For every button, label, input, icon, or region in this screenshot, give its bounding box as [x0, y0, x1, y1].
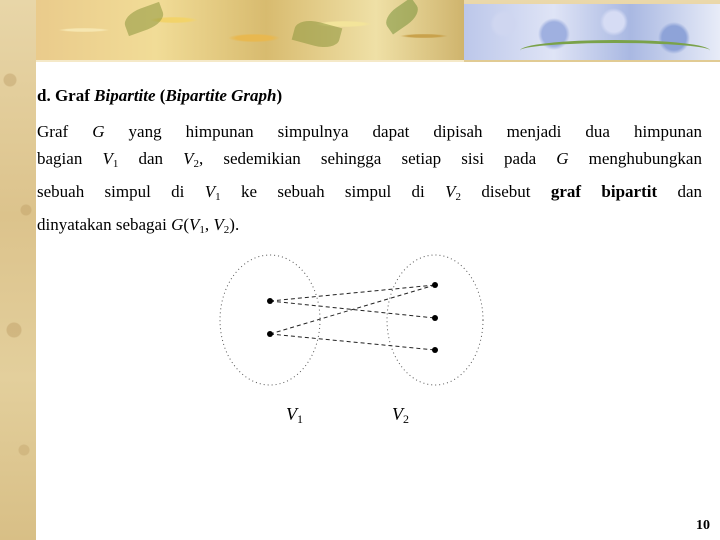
math-G: G	[171, 215, 184, 234]
text-run: dan	[657, 182, 703, 201]
heading-paren-close: )	[276, 86, 283, 105]
text-run: disebut	[461, 182, 551, 201]
math-V: V	[213, 215, 224, 234]
heading-term: Bipartite	[94, 86, 156, 105]
edge	[270, 285, 435, 301]
vertex-v1	[267, 331, 273, 337]
vertex-set-v1-outline	[220, 255, 320, 385]
label-letter: V	[392, 404, 403, 424]
label-v1	[286, 404, 303, 427]
math-V: V	[445, 182, 456, 201]
text-run: sebuah simpul di	[37, 182, 205, 201]
text-run: ,	[204, 215, 214, 234]
leaf-decoration	[382, 0, 423, 35]
bold-term: graf bipartit	[550, 182, 658, 201]
vine-decoration	[520, 40, 710, 61]
vertex-v1	[267, 298, 273, 304]
text-run: , sedemikian sehingga setiap sisi pada	[199, 149, 557, 168]
text-run: (	[183, 215, 190, 234]
subscript: 1	[215, 191, 221, 203]
paragraph-line-2	[37, 145, 702, 178]
leaf-decoration	[292, 16, 343, 51]
text-run: yang himpunan simpulnya dapat dipisah menjadi dua himpunan	[104, 122, 702, 141]
subscript: 2	[455, 191, 462, 203]
heading-paren-open: (	[155, 86, 166, 105]
parchment-left-strip	[0, 0, 36, 540]
leaf-decoration	[121, 2, 166, 36]
text-run: ).	[229, 215, 240, 234]
math-V: V	[102, 149, 113, 168]
label-subscript: 1	[297, 412, 303, 426]
floral-banner-left	[24, 0, 464, 62]
label-v2	[392, 404, 409, 427]
text-run: Graf	[37, 122, 93, 141]
edge	[270, 334, 435, 350]
text-run: dinyatakan sebagai	[37, 215, 172, 234]
subscript: 2	[223, 224, 230, 236]
edge	[270, 285, 435, 334]
math-V: V	[183, 149, 194, 168]
heading-prefix: d. Graf	[37, 86, 95, 105]
math-G: G	[92, 122, 105, 141]
label-subscript: 2	[403, 412, 409, 426]
bipartite-graph-diagram	[210, 240, 500, 430]
vertex-v2	[432, 347, 438, 353]
label-letter: V	[286, 404, 297, 424]
subscript: 1	[199, 224, 205, 236]
subscript: 2	[193, 158, 200, 170]
vertex-v2	[432, 282, 438, 288]
text-run: menghubungkan	[568, 149, 702, 168]
text-run: dan	[118, 149, 184, 168]
text-run: ke sebuah simpul di	[220, 182, 446, 201]
math-V: V	[189, 215, 200, 234]
section-heading	[37, 86, 282, 106]
math-G: G	[556, 149, 569, 168]
definition-paragraph	[37, 118, 702, 244]
paragraph-line-3	[37, 178, 702, 211]
text-run: bagian	[37, 149, 103, 168]
vertex-v2	[432, 315, 438, 321]
subscript: 1	[112, 158, 119, 170]
page-number: 10	[696, 518, 710, 533]
heading-english-term: Bipartite Graph	[165, 86, 277, 105]
math-V: V	[204, 182, 216, 201]
paragraph-line-1	[37, 118, 702, 145]
